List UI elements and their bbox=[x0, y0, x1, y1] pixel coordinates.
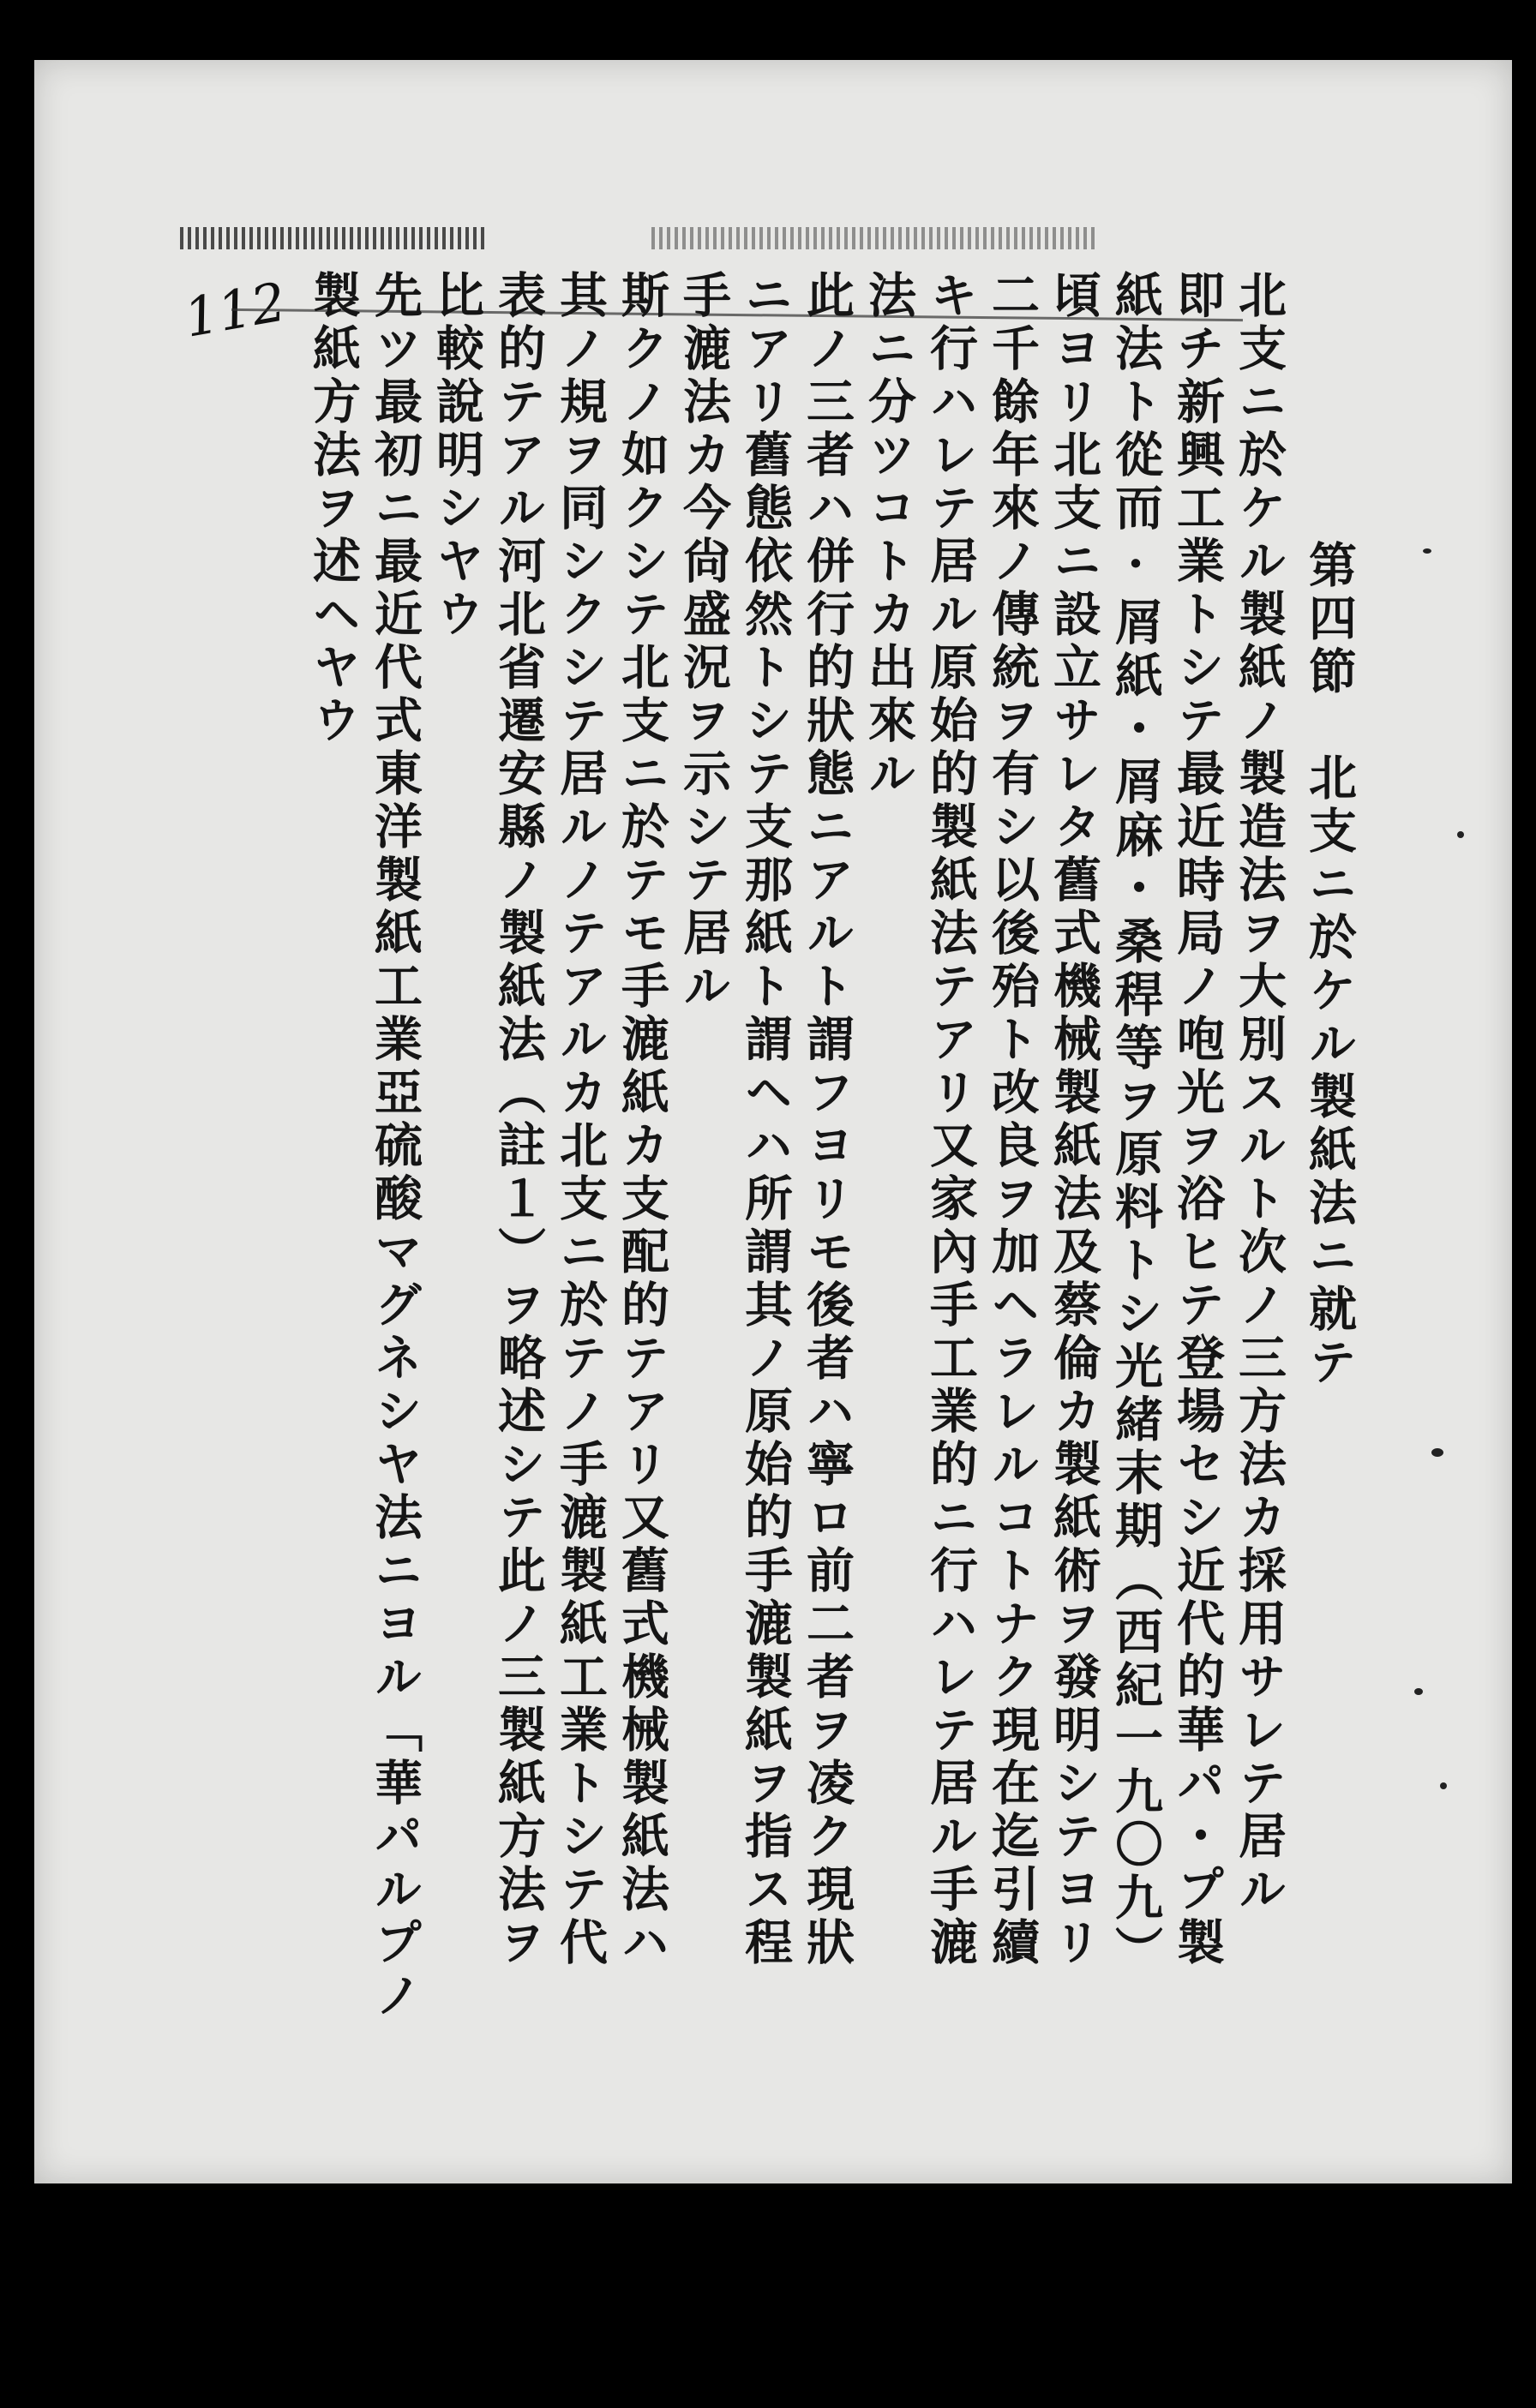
text-column: 先ツ最初ニ最近代式東洋製紙工業亞硫酸マグネシヤ法ニヨル「華パルプノ bbox=[367, 270, 423, 2023]
text-column: 製紙方法ヲ述ヘヤウ bbox=[305, 270, 362, 748]
text-column: 表的テアル河北省遷安縣ノ製紙法（註１）ヲ略述シテ此ノ三製紙方法ヲ bbox=[490, 270, 547, 1970]
scan-speck bbox=[1414, 1688, 1423, 1695]
bleed-through-mark bbox=[651, 227, 1097, 249]
text-column: 斯クノ如クシテ北支ニ於テモ手漉紙カ支配的テアリ又舊式機械製紙法ハ bbox=[614, 270, 670, 1970]
document-page bbox=[34, 60, 1512, 2183]
text-column: ニアリ舊態依然トシテ支那紙ト謂ヘハ所謂其ノ原始的手漉製紙ヲ指ス程 bbox=[737, 270, 794, 1970]
text-column: 即チ新興工業トシテ最近時局ノ咆光ヲ浴ヒテ登場セシ近代的華パ・プ製 bbox=[1169, 270, 1226, 1970]
text-column: 二千餘年來ノ傳統ヲ有シ以後殆ト改良ヲ加ヘラレルコトナク現在迄引續 bbox=[984, 270, 1041, 1970]
scan-speck bbox=[1423, 548, 1431, 554]
text-column: 比較說明シヤウ bbox=[429, 270, 485, 642]
scan-speck bbox=[1431, 1448, 1443, 1457]
scan-speck bbox=[1440, 1782, 1447, 1789]
text-column: 北支ニ於ケル製紙ノ製造法ヲ大別スルト次ノ三方法カ採用サレテ居ル bbox=[1231, 270, 1287, 1917]
text-column: 法ニ分ツコトカ出來ル bbox=[861, 270, 917, 801]
page-number: 112 bbox=[179, 270, 291, 350]
text-column: 其ノ規ヲ同シクシテ居ルノテアルカ北支ニ於テノ手漉製紙工業トシテ代 bbox=[552, 270, 609, 1970]
scan-speck bbox=[1457, 831, 1464, 838]
text-column: 此ノ三者ハ併行的狀態ニアルト謂フヨリモ後者ハ寧ロ前二者ヲ凌ク現狀 bbox=[799, 270, 855, 1970]
text-column: 手漉法カ今尙盛況ヲ示シテ居ル bbox=[675, 270, 732, 1014]
text-column: 紙法ト從而·屑紙・屑麻・桑稈等ヲ原料トシ光緒末期（西紀一九〇九） bbox=[1107, 270, 1164, 1979]
text-column: キ行ハレテ居ル原始的製紙法テアリ又家內手工業的ニ行ハレテ居ル手漉 bbox=[922, 270, 979, 1970]
text-column: 頃ヨリ北支ニ設立サレタ舊式機械製紙法及蔡倫カ製紙術ヲ發明シテヨリ bbox=[1046, 270, 1102, 1970]
bleed-through-mark bbox=[180, 227, 489, 249]
section-title: 第四節 北支ニ於ケル製紙法ニ就テ bbox=[1301, 540, 1358, 1390]
